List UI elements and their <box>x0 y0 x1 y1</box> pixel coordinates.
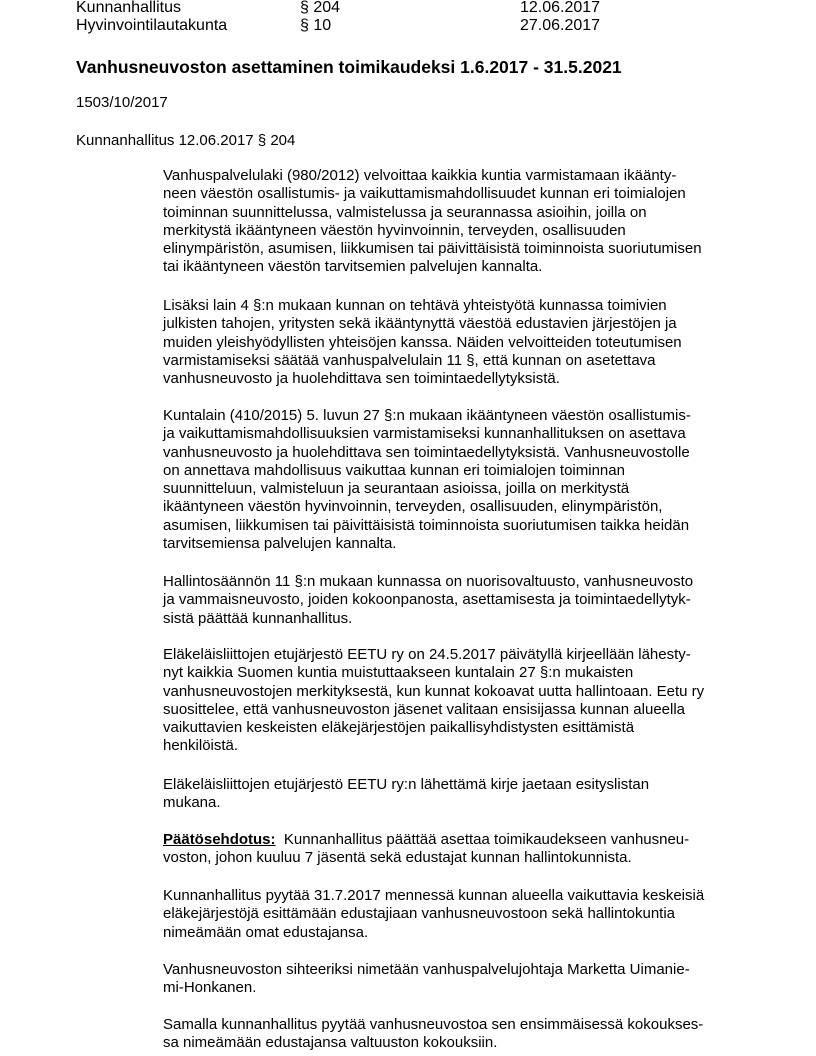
text-line: vanhusneuvosto ja huolehdittava sen toimintaedellytyksistä. Vanhusneuvostolle <box>163 443 690 461</box>
text-line: Samalla kunnanhallitus pyytää vanhusneuvostoa sen ensimmäisessä kokoukses- <box>163 1016 704 1033</box>
paragraph-6 <box>163 776 753 813</box>
text-line: vanhusneuvostojen merkityksestä, kun kunnat kokoavat uutta hallintoaan. Eetu ry <box>163 682 705 700</box>
text-line: nimeämään omat edustajansa. <box>163 923 369 941</box>
text-line: on annettava mahdollisuus vaikuttaa kunnan eri toimialojen toiminnan <box>163 461 625 479</box>
text-line: sa nimeämään edustajansa valtuuston kokouksiin. <box>163 1034 498 1052</box>
header-date: 12.06.2017 <box>520 0 601 16</box>
text-line: henkilöistä. <box>163 737 239 755</box>
paragraph-2 <box>163 297 753 388</box>
text-line: ikääntyneen väestön hyvinvoinnin, terveyden, osallisuuden, elinympäristön, <box>163 498 663 516</box>
header-section: § 204 <box>300 0 341 16</box>
text-line: ja vammaisneuvosto, joiden kokoonpanosta, asettamisesta ja toimintaedellytyk- <box>163 591 691 609</box>
text-line: vanhusneuvosto ja huolehdittava sen toimintaedellytyksistä. <box>163 370 560 388</box>
text-line: suunnitteluun, valmisteluun ja seurantaan asioissa, joilla on merkitystä <box>163 480 630 498</box>
meeting-reference: Kunnanhallitus 12.06.2017 § 204 <box>76 132 296 149</box>
text-line: mukana. <box>163 794 221 812</box>
text-line: voston, johon kuuluu 7 jäsentä sekä edustajat kunnan hallintokunnista. <box>163 849 632 867</box>
text-line: Kunnanhallitus pyytää 31.7.2017 mennessä kunnan alueella vaikuttavia keskeisiä <box>163 887 705 904</box>
text-line: tai ikääntyneen väestön tarvitsemien palvelujen kannalta. <box>163 258 543 276</box>
text-line: nyt kaikkia Suomen kuntia muistuttaakseen kuntalain 27 §:n mukaisten <box>163 664 634 682</box>
paragraph-3 <box>163 407 753 553</box>
text-line: Lisäksi lain 4 §:n mukaan kunnan on tehtävä yhteistyötä kunnassa toimivien <box>163 297 667 314</box>
text-line: muiden yleishyödyllisten yhteisöjen kanssa. Näiden velvoitteiden toteutumisen <box>163 333 682 351</box>
header-body: Hyvinvointilautakunta <box>76 17 228 34</box>
header-body: Kunnanhallitus <box>76 0 181 16</box>
text-line: neen väestön osallistumis- ja vaikuttamismahdollisuudet kunnan eri toimialojen <box>163 185 686 203</box>
text-line: suosittelee, että vanhusneuvoston jäsenet valitaan ensisijassa kunnan alueella <box>163 700 686 718</box>
paragraph-1 <box>163 167 753 277</box>
text-line: vaikuttavien keskeisten eläkejärjestöjen paikallisyhdistysten esittämistä <box>163 719 635 737</box>
header-section: § 10 <box>300 17 332 34</box>
text-line: Eläkeläisliittojen etujärjestö EETU ry:n lähettämä kirje jaetaan esityslistan <box>163 776 650 793</box>
text-line: sistä päättää kunnanhallitus. <box>163 609 353 627</box>
document-title: Vanhusneuvoston asettaminen toimikaudeksi 1.6.2017 - 31.5.2021 <box>76 57 622 77</box>
text-line: mi-Honkanen. <box>163 979 257 997</box>
case-number: 1503/10/2017 <box>76 94 168 111</box>
proposal-label: Päätösehdotus: <box>163 831 276 848</box>
text-line: toiminnan suunnittelussa, valmistelussa ja seurannassa asioihin, joilla on <box>163 203 647 221</box>
text-line: julkisten tahojen, yritysten sekä ikääntynyttä väestöä edustavien järjestöjen ja <box>163 315 677 333</box>
text-line: Hallintosäännön 11 §:n mukaan kunnassa on nuorisovaltuusto, vanhusneuvosto <box>163 573 694 590</box>
text-line: varmistamiseksi säätää vanhuspalvelulain 11 §, että kunnan on asetettava <box>163 351 656 369</box>
text-line: Eläkeläisliittojen etujärjestö EETU ry on 24.5.2017 päivätyllä kirjeellään lähesty- <box>163 646 691 663</box>
text-line: eläkejärjestöjä esittämään edustajiaan vanhusneuvostoon sekä hallintokuntia <box>163 905 676 923</box>
paragraph-9 <box>163 1016 753 1053</box>
proposal-text: Kunnanhallitus päättää asettaa toimikaudekseen vanhusneu- <box>283 831 690 848</box>
text-line: elinympäristön, asumisen, liikkumisen tai päivittäisistä toiminnoista suoriutumisen <box>163 240 702 258</box>
text-line: merkitystä ikääntyneen väestön hyvinvoinnin, terveyden, osallisuuden <box>163 221 626 239</box>
paragraph-4 <box>163 573 753 628</box>
paragraph-7 <box>163 887 753 942</box>
text-line: ja vaikuttamismahdollisuuksien varmistamiseksi kunnanhallituksen on asettava <box>163 425 686 443</box>
text-line <box>163 831 753 849</box>
header-date: 27.06.2017 <box>520 17 601 34</box>
text-line: asumisen, liikkumisen tai päivittäisistä toiminnoista suoriutumisen taikka heidän <box>163 516 690 534</box>
text-line: tarvitsemiensa palvelujen kannalta. <box>163 535 397 553</box>
text-line: Vanhuspalvelulaki (980/2012) velvoittaa kaikkia kuntia varmistamaan ikäänty- <box>163 167 677 184</box>
paragraph-5 <box>163 646 753 756</box>
text-line: Vanhusneuvoston sihteeriksi nimetään vanhuspalvelujohtaja Marketta Uimanie- <box>163 961 690 978</box>
decision-proposal <box>163 831 753 868</box>
paragraph-8 <box>163 961 753 998</box>
text-line: Kuntalain (410/2015) 5. luvun 27 §:n mukaan ikääntyneen väestön osallistumis- <box>163 407 691 424</box>
